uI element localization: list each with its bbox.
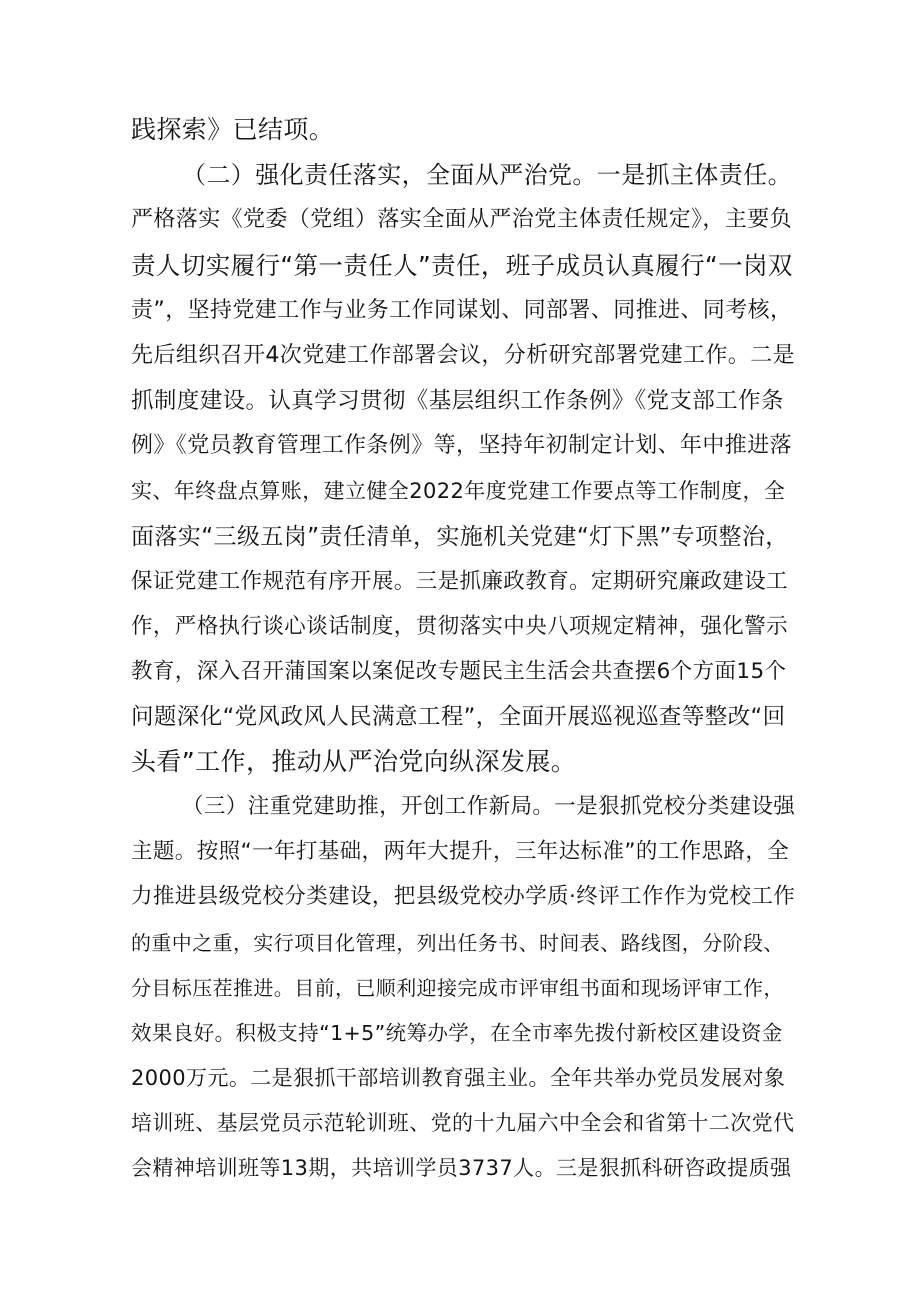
text-line: 2000万元。二是狠抓干部培训教育强主业。全年共举办党员发展对象 xyxy=(131,1066,786,1090)
text-line: 头看”工作，推动从严治党向纵深发展。 xyxy=(131,747,577,776)
text-line: 责人切实履行“第一责任人”责任，班子成员认真履行“一岗双 xyxy=(131,251,793,280)
section-heading: （三）注重党建助推，开创工作新局。一是狠抓党校分类建设强 xyxy=(182,794,796,819)
text-line: 实、年终盘点算账，建立健全2022年度党建工作要点等工作制度，全 xyxy=(131,479,786,503)
text-line: 作，严格执行谈心谈话制度，贯彻落实中央八项规定精神，强化警示 xyxy=(131,614,789,639)
text-line: 会精神培训班等13期，共培训学员3737人。三是狠抓科研咨政提质强 xyxy=(131,1156,792,1180)
text-line: 先后组织召开4次党建工作部署会议，分析研究部署党建工作。二是 xyxy=(131,343,795,368)
text-line: 效果良好。积极支持“1+5”统筹办学，在全市率先拨付新校区建设资金 xyxy=(131,1021,783,1045)
text-line: 分目标压茬推进。目前，已顺利迎接完成市评审组书面和现场评审工作， xyxy=(131,976,784,1000)
text-line: 教育，深入召开蒲国案以案促改专题民主生活会共查摆6个方面15个 xyxy=(131,659,787,684)
section-heading: （二）强化责任落实，全面从严治党。一是抓主体责任。 xyxy=(182,161,792,189)
text-line: 践探索》已结项。 xyxy=(131,115,335,144)
text-line: 保证党建工作规范有序开展。三是抓廉政教育。定期研究廉政建设工 xyxy=(131,569,789,594)
text-line: 问题深化“党风政风人民满意工程”，全面开展巡视巡查等整改“回 xyxy=(131,704,786,730)
text-line: 的重中之重，实行项目化管理，列出任务书、时间表、路线图，分阶段、 xyxy=(131,931,784,955)
text-line: 抓制度建设。认真学习贯彻《基层组织工作条例》《党支部工作条 xyxy=(131,388,784,414)
text-line: 培训班、基层党员示范轮训班、党的十九届六中全会和省第十二次党代 xyxy=(131,1111,795,1135)
text-line: 例》《党员教育管理工作条例》等，坚持年初制定计划、年中推进落 xyxy=(131,433,793,458)
text-line: 面落实“三级五岗”责任清单，实施机关党建“灯下黑”专项整治， xyxy=(131,524,789,550)
text-line: 责”，坚持党建工作与业务工作同谋划、同部署、同推进、同考核， xyxy=(131,298,793,323)
text-line: 主题。按照“一年打基础，两年大提升，三年达标准”的工作思路，全 xyxy=(131,839,790,864)
text-line: 力推进县级党校分类建设，把县级党校办学质·终评工作作为党校工作 xyxy=(131,884,796,909)
text-line: 严格落实《党委（党组）落实全面从严治党主体责任规定》，主要负 xyxy=(131,207,793,232)
